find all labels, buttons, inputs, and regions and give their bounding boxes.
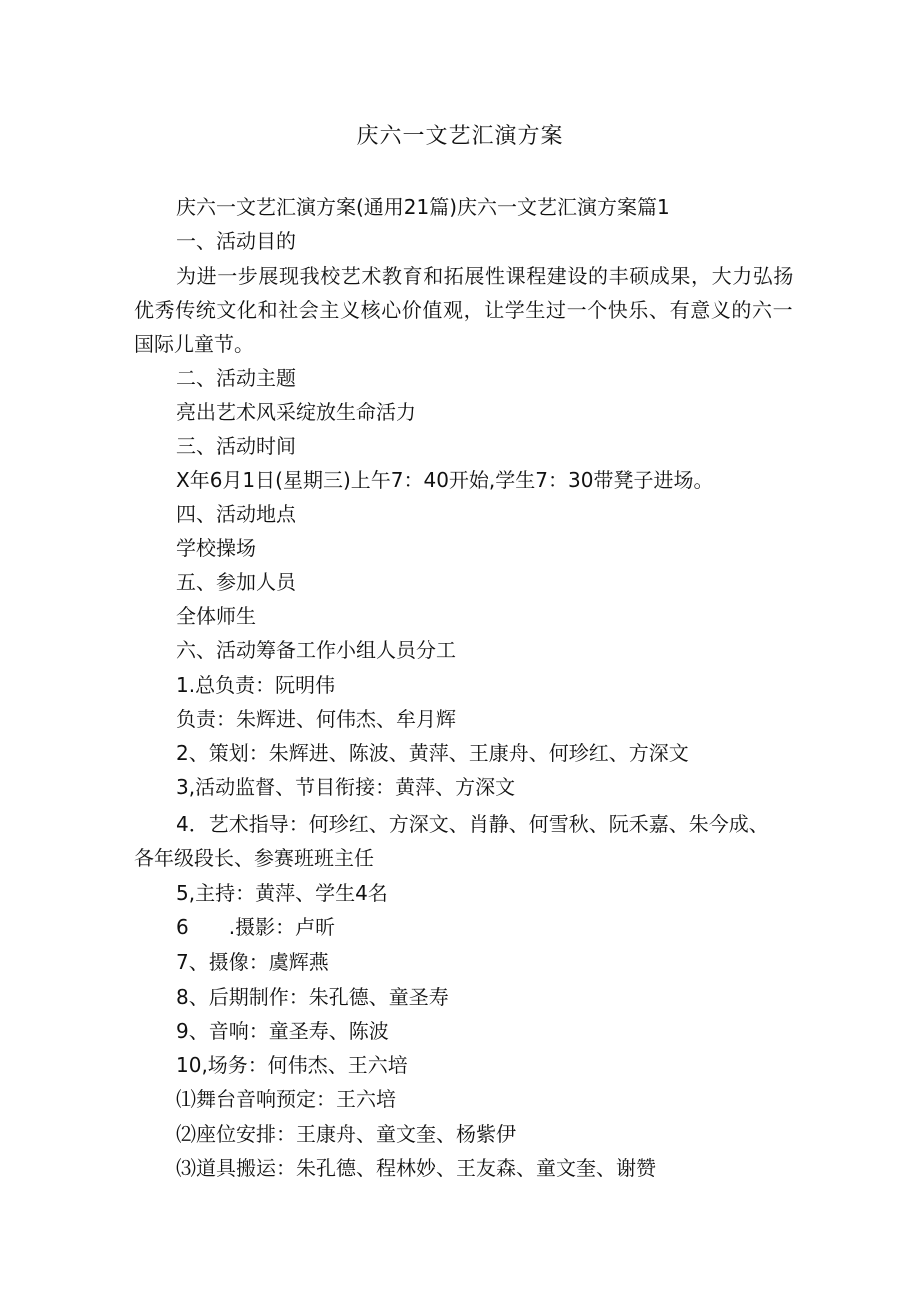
section-heading-time: 三、活动时间: [176, 434, 296, 458]
section-heading-participants: 五、参加人员: [176, 570, 296, 594]
section-heading-theme: 二、活动主题: [176, 366, 296, 390]
list-item-continuation: 各年级段长、参赛班班主任: [134, 846, 374, 870]
list-item: 3,活动监督、节目衔接：黄萍、方深文: [176, 775, 516, 799]
list-item: 6 .摄影：卢昕: [176, 915, 336, 939]
list-item: 5,主持：黄萍、学生4名: [176, 881, 388, 905]
list-item: 负责：朱辉进、何伟杰、牟月辉: [176, 707, 456, 731]
section-heading-staffing: 六、活动筹备工作小组人员分工: [176, 638, 456, 662]
list-item: 4．艺术指导：何珍红、方深文、肖静、何雪秋、阮禾嘉、朱今成、: [176, 812, 769, 836]
list-item: 8、后期制作：朱孔德、童圣寿: [176, 985, 449, 1009]
sub-list-item: ⑴舞台音响预定：王六培: [176, 1087, 396, 1111]
list-item: 9、音响：童圣寿、陈波: [176, 1019, 389, 1043]
paragraph-line: 学校操场: [176, 536, 256, 560]
paragraph-line: X年6月1日(星期三)上午7：40开始,学生7：30带凳子进场。: [176, 468, 714, 492]
paragraph-line: 全体师生: [176, 604, 256, 628]
sub-list-item: ⑶道具搬运：朱孔德、程林妙、王友森、童文奎、谢赞: [176, 1156, 656, 1180]
section-heading-location: 四、活动地点: [176, 502, 296, 526]
list-item: 1.总负责：阮明伟: [176, 673, 336, 697]
sub-list-item: ⑵座位安排：王康舟、童文奎、杨紫伊: [176, 1122, 516, 1146]
paragraph-line: 亮出艺术风采绽放生命活力: [176, 400, 416, 424]
document-title: 庆六一文艺汇演方案: [356, 124, 564, 149]
list-item: 2、策划：朱辉进、陈波、黄萍、王康舟、何珍红、方深文: [176, 741, 689, 765]
list-item: 7、摄像：虞辉燕: [176, 950, 329, 974]
paragraph-line: 国际儿童节。: [134, 332, 254, 356]
section-heading-purpose: 一、活动目的: [176, 229, 296, 253]
list-item: 10,场务：何伟杰、王六培: [176, 1053, 408, 1077]
intro-line: 庆六一文艺汇演方案(通用21篇)庆六一文艺汇演方案篇1: [176, 195, 670, 219]
paragraph-line: 优秀传统文化和社会主义核心价值观，让学生过一个快乐、有意义的六一: [134, 298, 794, 322]
paragraph-line: 为进一步展现我校艺术教育和拓展性课程建设的丰硕成果，大力弘扬: [176, 264, 794, 288]
